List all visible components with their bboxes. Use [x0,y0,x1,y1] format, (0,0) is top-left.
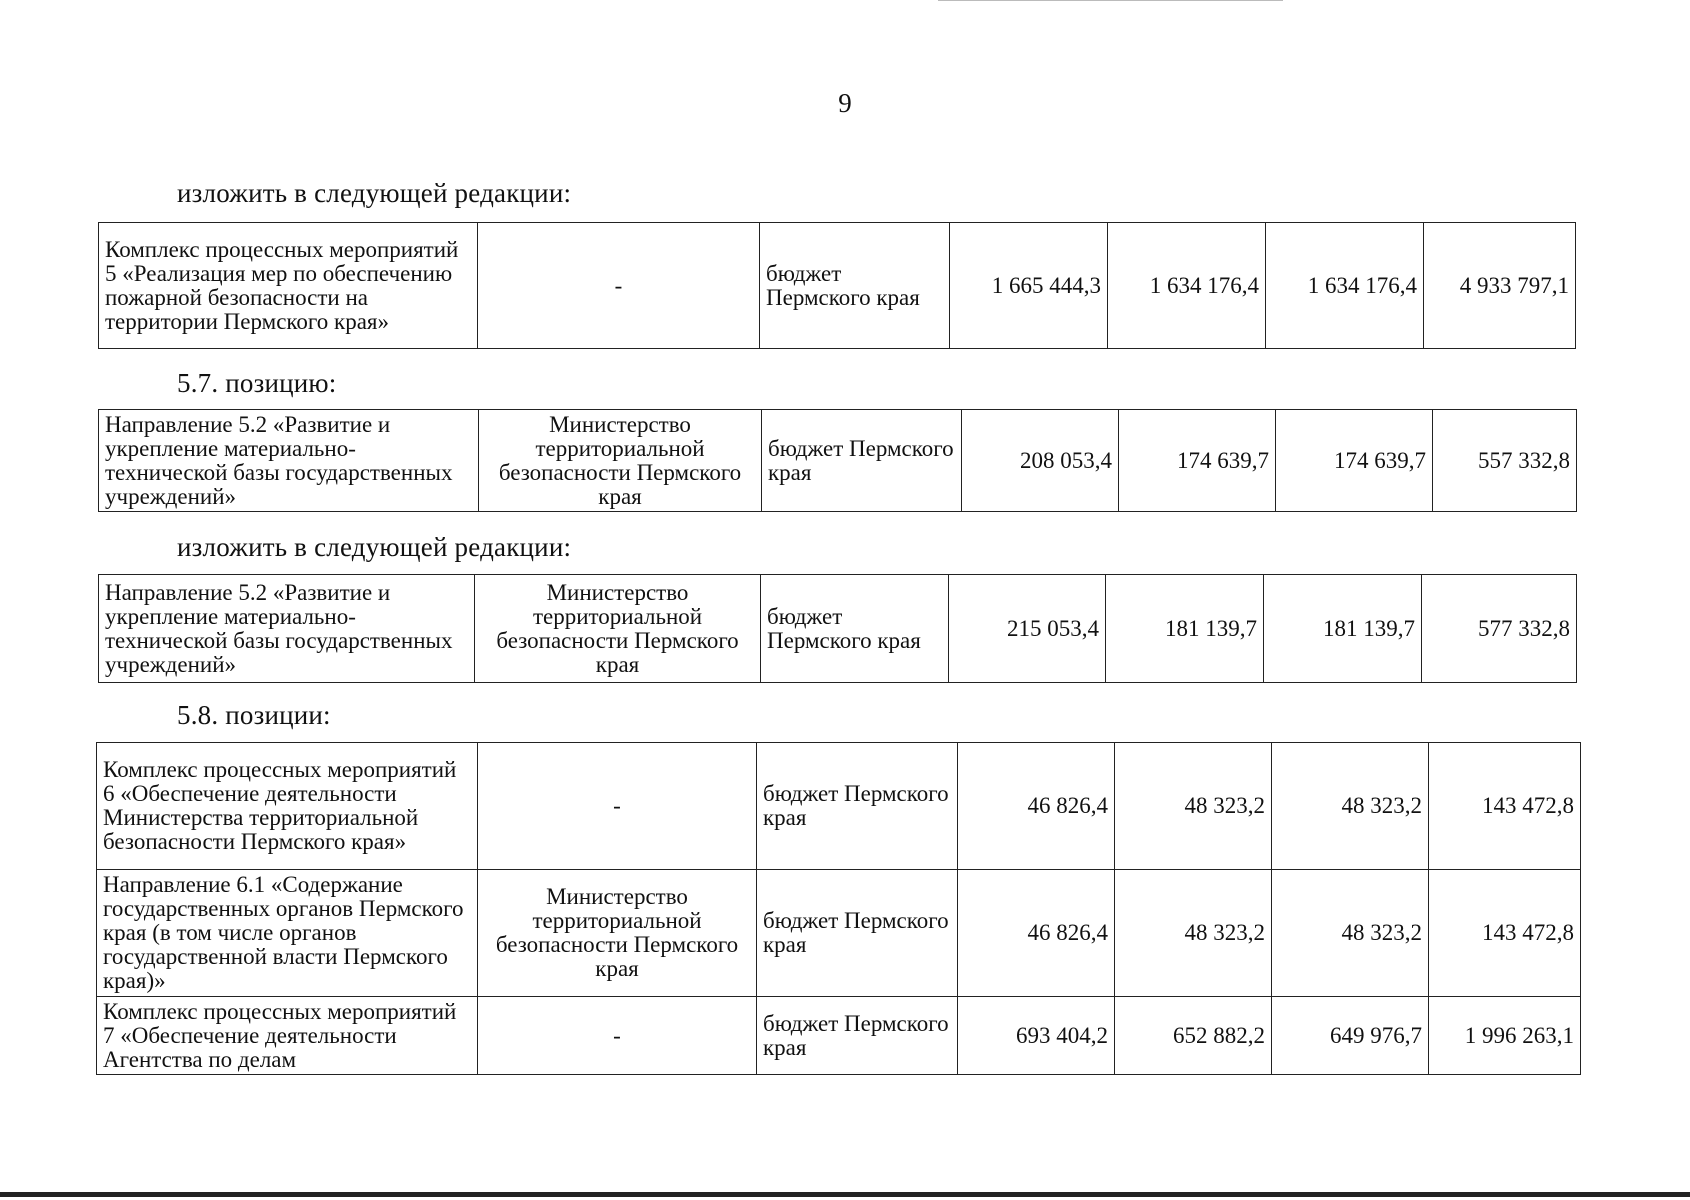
budget-table-1 [98,222,1576,349]
cell-executor: Министерство территориальной безопасности Пермского края [475,575,761,683]
cell-value-3: 174 639,7 [1276,410,1433,512]
cell-value-2: 174 639,7 [1119,410,1276,512]
cell-total: 577 332,8 [1422,575,1577,683]
cell-value-3: 48 323,2 [1272,870,1429,997]
cell-value-1: 693 404,2 [958,997,1115,1075]
cell-value-2: 1 634 176,4 [1108,223,1266,349]
cell-total: 557 332,8 [1433,410,1577,512]
cell-value-3: 181 139,7 [1264,575,1422,683]
paragraph-new-edition-2: изложить в следующей редакции: [177,532,572,562]
cell-name: Направление 6.1 «Содержание государственных органов Пермского края (в том числе органов государственной власти Пермского края)» [97,870,478,997]
cell-value-2: 48 323,2 [1115,743,1272,870]
paragraph-new-edition-1: изложить в следующей редакции: [177,178,572,208]
table-row [97,870,1581,997]
budget-table-4 [96,742,1581,1075]
cell-name: Направление 5.2 «Развитие и укрепление материально-технической базы государственных учреждений» [99,410,479,512]
cell-source: бюджет Пермского края [761,575,949,683]
cell-value-3: 1 634 176,4 [1266,223,1424,349]
cell-source: бюджет Пермского края [760,223,950,349]
table-row [99,223,1576,349]
scan-edge-line [938,0,1283,1]
cell-executor: Министерство территориальной безопасности Пермского края [478,870,757,997]
table-row [99,575,1577,683]
cell-executor: - [478,997,757,1075]
cell-value-1: 215 053,4 [949,575,1106,683]
paragraph-section-5-8: 5.8. позиции: [177,700,331,730]
cell-source: бюджет Пермского края [757,997,958,1075]
cell-total: 4 933 797,1 [1424,223,1576,349]
cell-total: 1 996 263,1 [1429,997,1581,1075]
table-row [97,997,1581,1075]
table-row [99,410,1577,512]
paragraph-section-5-7: 5.7. позицию: [177,368,337,398]
page-number: 9 [838,88,852,118]
cell-source: бюджет Пермского края [757,743,958,870]
cell-executor: - [478,223,760,349]
budget-table-3 [98,574,1577,683]
cell-value-2: 181 139,7 [1106,575,1264,683]
cell-executor: - [478,743,757,870]
cell-total: 143 472,8 [1429,743,1581,870]
cell-value-1: 1 665 444,3 [950,223,1108,349]
cell-value-3: 649 976,7 [1272,997,1429,1075]
cell-source: бюджет Пермского края [757,870,958,997]
cell-value-2: 652 882,2 [1115,997,1272,1075]
scan-bottom-edge [0,1192,1690,1197]
cell-name: Комплекс процессных мероприятий 5 «Реализация мер по обеспечению пожарной безопасности на территории Пермского края» [99,223,478,349]
cell-name: Направление 5.2 «Развитие и укрепление материально-технической базы государственных учреждений» [99,575,475,683]
cell-executor: Министерство территориальной безопасности Пермского края [479,410,762,512]
table-row [97,743,1581,870]
cell-value-3: 48 323,2 [1272,743,1429,870]
cell-total: 143 472,8 [1429,870,1581,997]
cell-name: Комплекс процессных мероприятий 6 «Обеспечение деятельности Министерства территориальной безопасности Пермского края» [97,743,478,870]
budget-table-2 [98,409,1577,512]
cell-value-2: 48 323,2 [1115,870,1272,997]
cell-value-1: 46 826,4 [958,870,1115,997]
cell-value-1: 46 826,4 [958,743,1115,870]
cell-value-1: 208 053,4 [962,410,1119,512]
cell-source: бюджет Пермского края [762,410,962,512]
cell-name: Комплекс процессных мероприятий 7 «Обеспечение деятельности Агентства по делам [97,997,478,1075]
